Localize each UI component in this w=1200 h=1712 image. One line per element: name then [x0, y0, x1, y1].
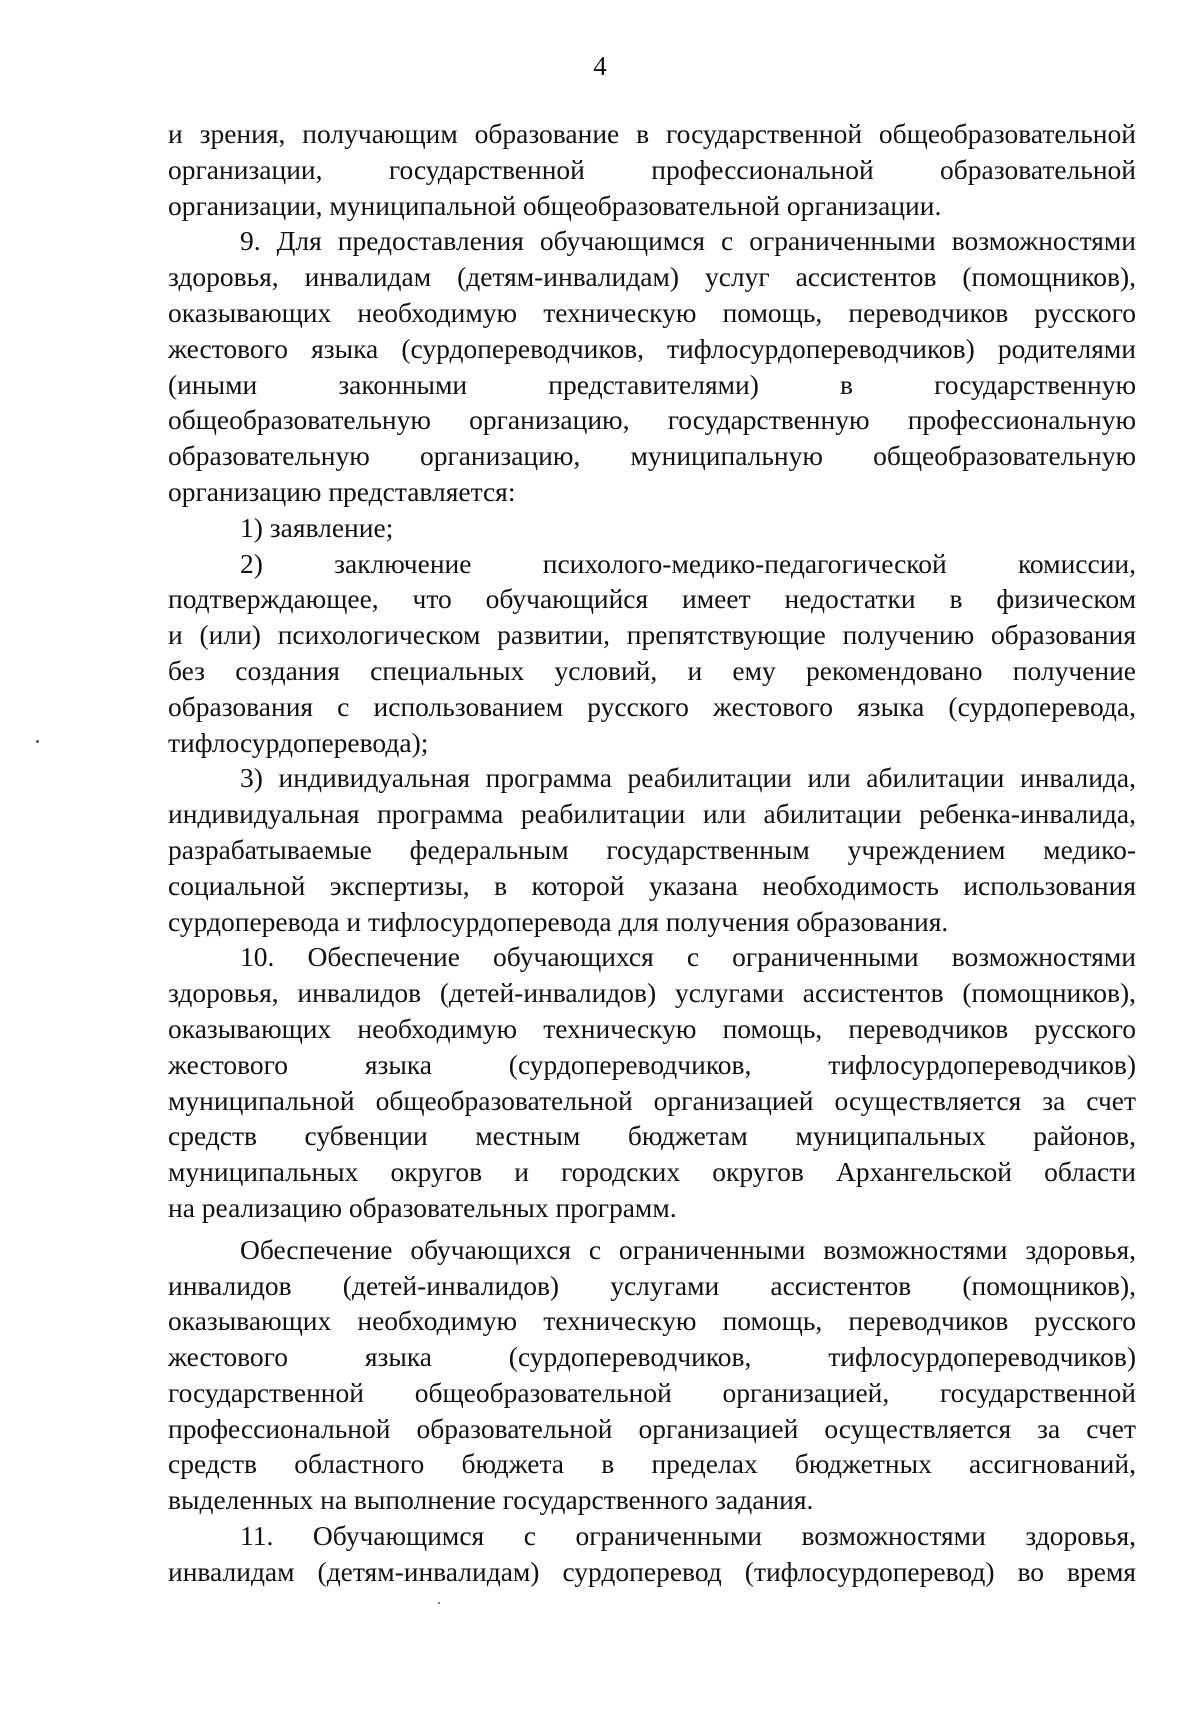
- text-line: общеобразовательную организацию, государственную профессиональную: [168, 404, 1136, 436]
- text-line: организации, государственной профессиональной образовательной: [168, 153, 1136, 185]
- text-line: и зрения, получающим образование в государственной общеобразовательной: [168, 118, 1136, 149]
- text-line: здоровья, инвалидам (детям-инвалидам) услуг ассистентов (помощников),: [168, 261, 1136, 293]
- text-line: инвалидам (детям-инвалидам) сурдоперевод (тифлосурдоперевод) во время: [168, 1555, 1136, 1587]
- text-line: разрабатываемые федеральным государственным учреждением медико-: [168, 833, 1136, 865]
- text-line: на реализацию образовательных программ.: [168, 1191, 677, 1223]
- document-body: [168, 116, 1136, 1590]
- text-line: 11. Обучающимся с ограниченными возможностями здоровья,: [240, 1520, 1136, 1552]
- text-line: жестового языка (сурдопереводчиков, тифлосурдопереводчиков): [168, 1048, 1136, 1080]
- text-line: сурдоперевода и тифлосурдоперевода для получения образования.: [168, 905, 949, 937]
- text-line: муниципальной общеобразовательной организацией осуществляется за счет: [168, 1084, 1136, 1116]
- text-line: государственной общеобразовательной организацией, государственной: [168, 1376, 1136, 1408]
- text-line: Обеспечение обучающихся с ограниченными возможностями здоровья,: [240, 1233, 1136, 1265]
- text-line: индивидуальная программа реабилитации или абилитации ребенка-инвалида,: [168, 798, 1136, 830]
- text-line: социальной экспертизы, в которой указана необходимость использования: [168, 869, 1136, 901]
- text-line: тифлосурдоперевода);: [168, 726, 429, 758]
- text-line: организации, муниципальной общеобразовательной организации.: [168, 189, 942, 221]
- text-line: (иными законными представителями) в государственную: [168, 368, 1136, 400]
- text-line: оказывающих необходимую техническую помощь, переводчиков русского: [168, 296, 1136, 328]
- text-line: жестового языка (сурдопереводчиков, тифлосурдопереводчиков) родителями: [168, 332, 1136, 364]
- page-number: 4: [593, 51, 607, 81]
- text-line: организацию представляется:: [168, 475, 516, 507]
- text-line: здоровья, инвалидов (детей-инвалидов) услугами ассистентов (помощников),: [168, 977, 1136, 1009]
- paragraph-10: [168, 939, 1136, 1225]
- paragraph-10-continued: [168, 1232, 1136, 1518]
- text-line: без создания специальных условий, и ему рекомендовано получение: [168, 654, 1136, 686]
- text-line: 9. Для предоставления обучающимся с ограниченными возможностями: [240, 225, 1136, 257]
- text-line: 1) заявление;: [240, 511, 394, 543]
- text-line: оказывающих необходимую техническую помощь, переводчиков русского: [168, 1305, 1136, 1337]
- text-line: 2) заключение психолого-медико-педагогической комиссии,: [240, 547, 1136, 579]
- text-line: 3) индивидуальная программа реабилитации или абилитации инвалида,: [240, 762, 1136, 794]
- paragraph-11: [168, 1518, 1136, 1590]
- text-line: выделенных на выполнение государственного задания.: [168, 1484, 814, 1516]
- text-line: профессиональной образовательной организацией осуществляется за счет: [168, 1412, 1136, 1444]
- text-line: жестового языка (сурдопереводчиков, тифлосурдопереводчиков): [168, 1341, 1136, 1373]
- text-line: образования с использованием русского жестового языка (сурдоперевода,: [168, 690, 1136, 722]
- text-line: средств областного бюджета в пределах бюджетных ассигнований,: [168, 1448, 1136, 1480]
- text-line: оказывающих необходимую техническую помощь, переводчиков русского: [168, 1012, 1136, 1044]
- text-line: подтверждающее, что обучающийся имеет недостатки в физическом: [168, 583, 1136, 615]
- text-line: муниципальных округов и городских округов Архангельской области: [168, 1156, 1136, 1188]
- text-line: и (или) психологическом развитии, препятствующие получению образования: [168, 619, 1136, 651]
- text-line: инвалидов (детей-инвалидов) услугами ассистентов (помощников),: [168, 1269, 1136, 1301]
- paragraph-9: [168, 223, 1136, 509]
- scan-speck: [438, 1602, 440, 1604]
- list-item-2: [168, 546, 1136, 761]
- list-item-3: [168, 760, 1136, 939]
- text-line: средств субвенции местным бюджетам муниципальных районов,: [168, 1120, 1136, 1152]
- text-line: образовательную организацию, муниципальную общеобразовательную: [168, 440, 1136, 472]
- text-line: 10. Обеспечение обучающихся с ограниченными возможностями: [240, 941, 1136, 973]
- scan-speck: [36, 740, 39, 743]
- list-item-1: [168, 510, 1136, 546]
- paragraph-continuation: [168, 116, 1136, 223]
